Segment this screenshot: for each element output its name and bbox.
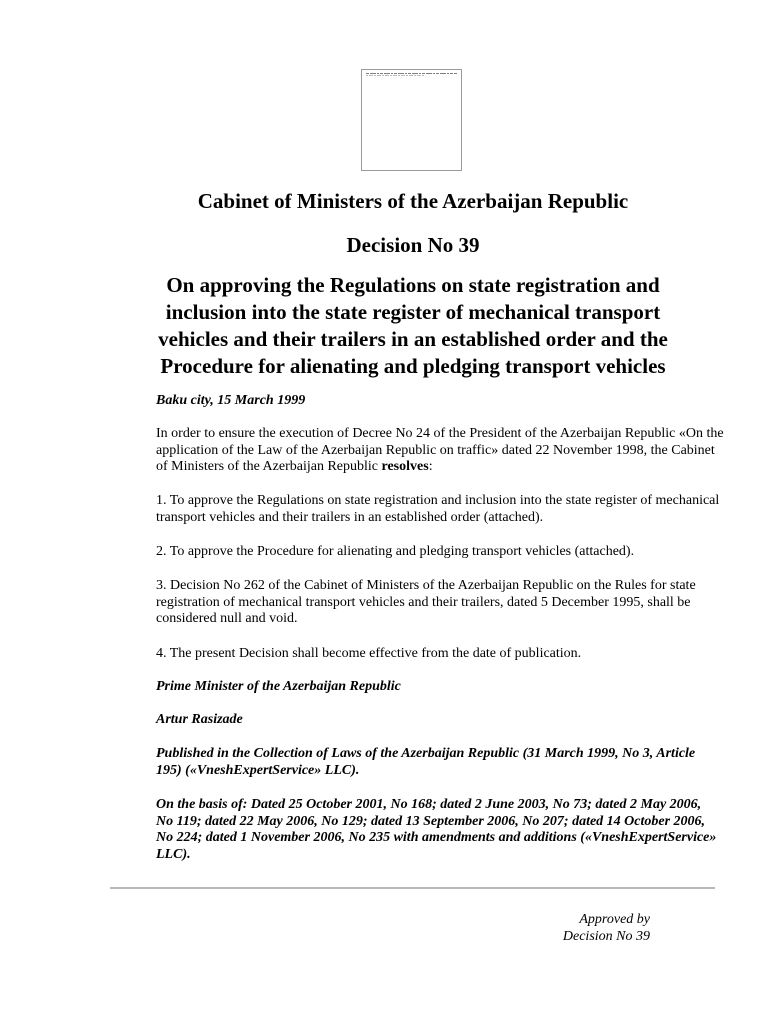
signatory-title: Prime Minister of the Azerbaijan Republic — [156, 679, 401, 694]
publication-note: Published in the Collection of Laws of the Azerbaijan Republic (31 March 1999, No 3, Article 195) («VneshExpertService» LLC). — [156, 746, 696, 778]
intro-paragraph — [156, 426, 726, 476]
emblem-placeholder-image — [361, 69, 462, 171]
intro-end: : — [428, 459, 433, 474]
subject-line: inclusion into the state register of mechanical transport — [165, 300, 661, 324]
item-3: 3. Decision No 262 of the Cabinet of Ministers of the Azerbaijan Republic on the Rules for state registration of mechanical transport vehicles and their trailers, dated 5 December 1995, shall be considered null and void. — [156, 578, 696, 626]
illegible-text-scribble — [365, 72, 459, 78]
approved-by-block — [520, 911, 650, 945]
document-title: Cabinet of Ministers of the Azerbaijan Republic — [197, 189, 629, 213]
section-divider — [110, 887, 715, 889]
subject-line: Procedure for alienating and pledging transport vehicles — [160, 354, 666, 378]
place-date: Baku city, 15 March 1999 — [156, 393, 306, 408]
amendments-basis: On the basis of: Dated 25 October 2001, No 168; dated 2 June 2003, No 73; dated 2 May 2006, No 119; dated 22 May 2006, No 129; dated 13 September 2006, No 207; dated 14 October 2006, No 224; dated 1 November 2006, No 235 with amendments and additions («VneshExpertService» LLC). — [156, 797, 717, 862]
subject-line: vehicles and their trailers in an established order and the — [158, 327, 668, 351]
item-4: 4. The present Decision shall become effective from the date of publication. — [156, 646, 582, 661]
subject-line: On approving the Regulations on state registration and — [166, 273, 660, 297]
decision-number: Decision No 39 — [346, 233, 480, 257]
approved-by-label: Approved by — [579, 912, 650, 927]
item-2: 2. To approve the Procedure for alienating and pledging transport vehicles (attached). — [156, 544, 635, 559]
approved-decision: Decision No 39 — [562, 929, 650, 944]
item-1: 1. To approve the Regulations on state registration and inclusion into the state register of mechanical transport vehicles and their trailers in an established order (attached). — [156, 493, 720, 525]
intro-resolves: resolves — [381, 459, 429, 474]
signatory-name: Artur Rasizade — [156, 712, 243, 727]
intro-text: In order to ensure the execution of Decree No 24 of the President of the Azerbaijan Republic «On the application of the Law of the Azerbaijan Republic on traffic» dated 22 November 1998, the Cabinet of Ministers of the Azerbaijan Republic — [156, 426, 724, 474]
decision-subject — [0, 272, 770, 380]
